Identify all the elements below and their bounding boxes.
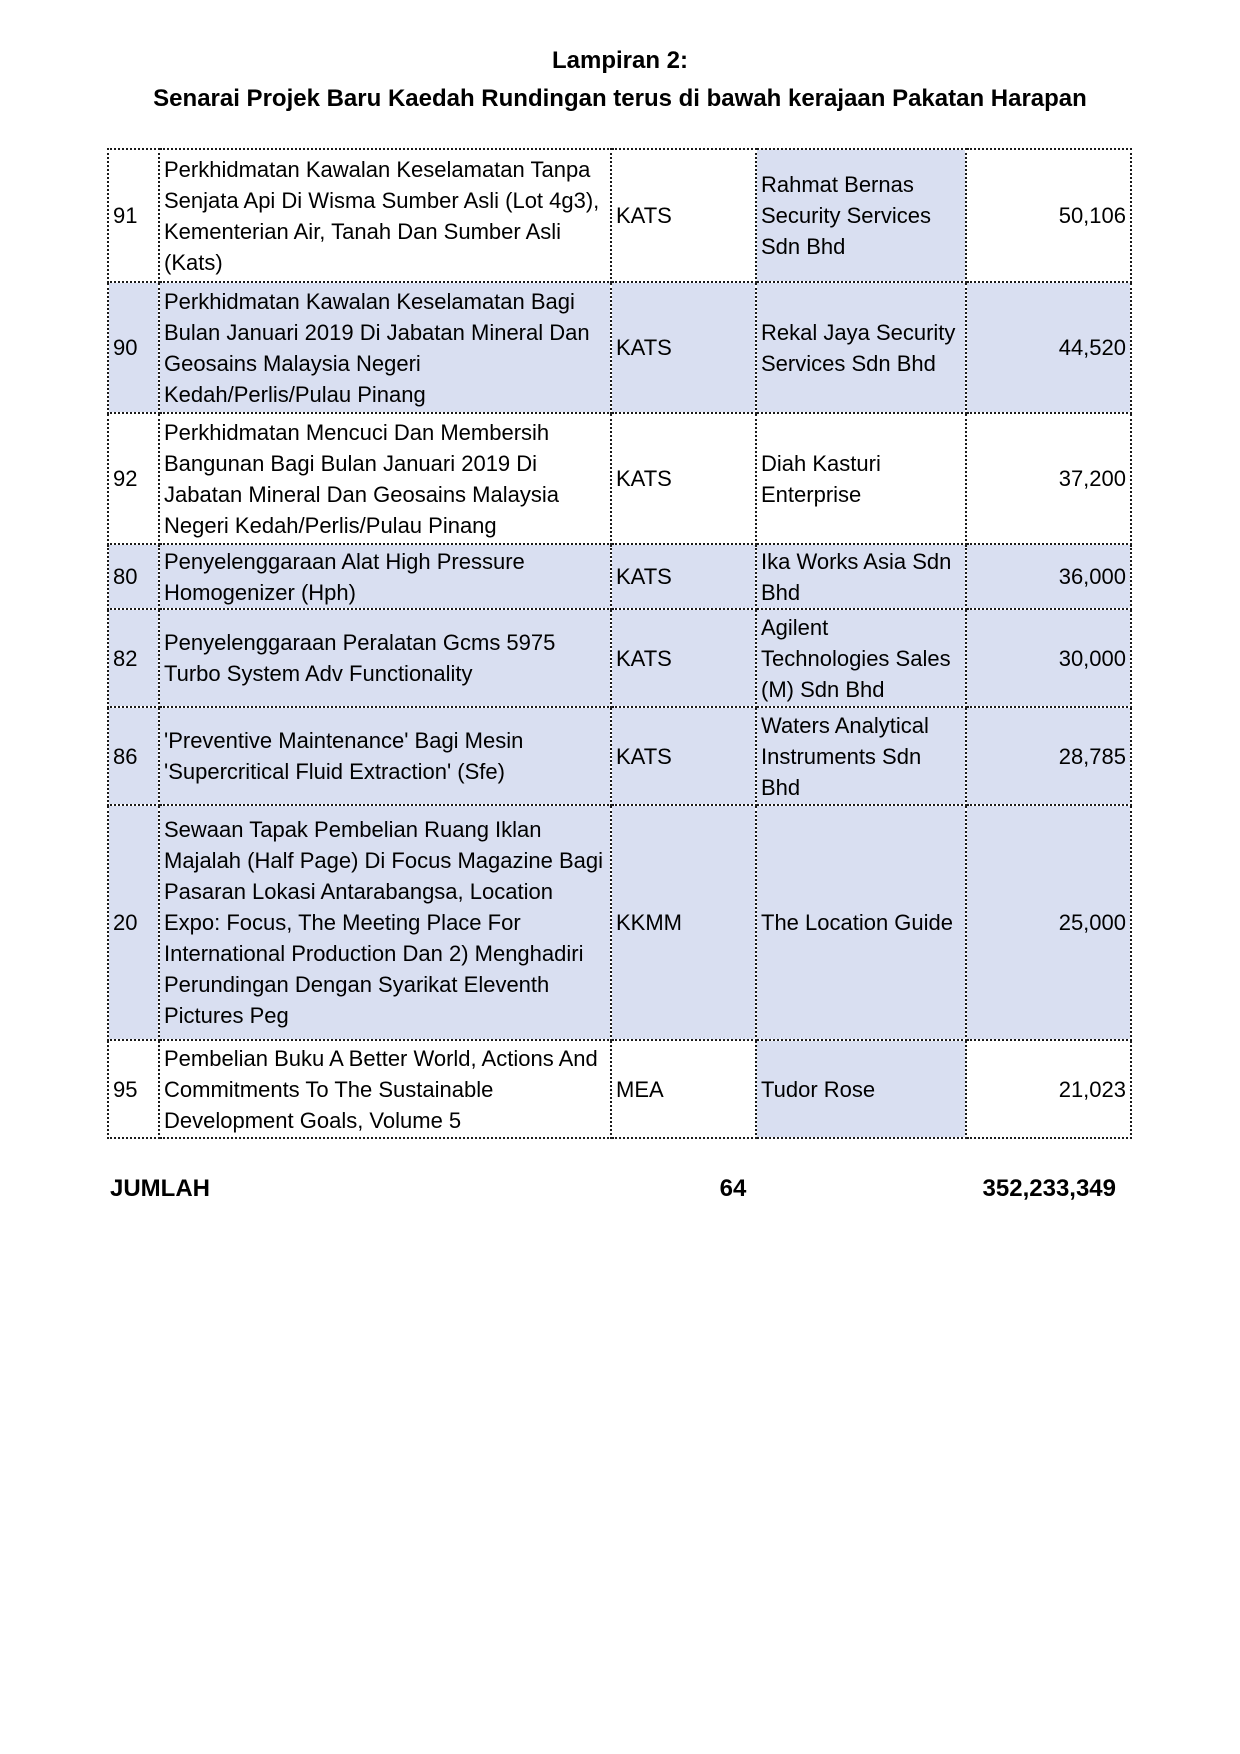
project-description: Sewaan Tapak Pembelian Ruang Iklan Majalah (Half Page) Di Focus Magazine Bagi Pasaran Lokasi Antarabangsa, Location Expo: Focus, The Meeting Place For International Production Dan 2) Menghadiri Perundingan Dengan Syarikat Eleventh Pictures Peg (159, 805, 611, 1040)
project-description: Perkhidmatan Mencuci Dan Membersih Bangunan Bagi Bulan Januari 2019 Di Jabatan Mineral Dan Geosains Malaysia Negeri Kedah/Perlis/Pulau Pinang (159, 413, 611, 544)
project-description: Pembelian Buku A Better World, Actions And Commitments To The Sustainable Development Goals, Volume 5 (159, 1040, 611, 1138)
company-name: Diah Kasturi Enterprise (756, 413, 966, 544)
agency-code: KATS (611, 282, 756, 413)
agency-code: KATS (611, 609, 756, 707)
document-subtitle: Senarai Projek Baru Kaedah Rundingan terus di bawah kerajaan Pakatan Harapan (153, 85, 1087, 112)
total-count: 64 (719, 1175, 747, 1202)
project-description: 'Preventive Maintenance' Bagi Mesin 'Supercritical Fluid Extraction' (Sfe) (159, 707, 611, 805)
total-amount: 352,233,349 (982, 1175, 1116, 1202)
contract-amount: 25,000 (966, 805, 1131, 1040)
table-row (108, 707, 1131, 805)
agency-code: KATS (611, 149, 756, 282)
project-description: Penyelenggaraan Peralatan Gcms 5975 Turbo System Adv Functionality (159, 609, 611, 707)
row-number: 90 (108, 282, 159, 413)
row-number: 91 (108, 149, 159, 282)
project-description: Penyelenggaraan Alat High Pressure Homogenizer (Hph) (159, 544, 611, 609)
company-name: Tudor Rose (756, 1040, 966, 1138)
row-number: 86 (108, 707, 159, 805)
company-name: Rahmat Bernas Security Services Sdn Bhd (756, 149, 966, 282)
row-number: 95 (108, 1040, 159, 1138)
project-description: Perkhidmatan Kawalan Keselamatan Bagi Bulan Januari 2019 Di Jabatan Mineral Dan Geosains Malaysia Negeri Kedah/Perlis/Pulau Pinang (159, 282, 611, 413)
contract-amount: 36,000 (966, 544, 1131, 609)
table-row (108, 282, 1131, 413)
agency-code: MEA (611, 1040, 756, 1138)
row-number: 82 (108, 609, 159, 707)
agency-code: KKMM (611, 805, 756, 1040)
contract-amount: 28,785 (966, 707, 1131, 805)
company-name: The Location Guide (756, 805, 966, 1040)
row-number: 92 (108, 413, 159, 544)
contract-amount: 50,106 (966, 149, 1131, 282)
table-row (108, 1040, 1131, 1138)
contract-amount: 37,200 (966, 413, 1131, 544)
contract-amount: 44,520 (966, 282, 1131, 413)
project-table (107, 148, 1132, 1139)
company-name: Waters Analytical Instruments Sdn Bhd (756, 707, 966, 805)
company-name: Agilent Technologies Sales (M) Sdn Bhd (756, 609, 966, 707)
total-label: JUMLAH (110, 1175, 210, 1202)
agency-code: KATS (611, 707, 756, 805)
company-name: Rekal Jaya Security Services Sdn Bhd (756, 282, 966, 413)
document-title: Lampiran 2: (551, 47, 689, 74)
project-description: Perkhidmatan Kawalan Keselamatan Tanpa Senjata Api Di Wisma Sumber Asli (Lot 4g3), Kementerian Air, Tanah Dan Sumber Asli (Kats) (159, 149, 611, 282)
table-row (108, 609, 1131, 707)
row-number: 20 (108, 805, 159, 1040)
contract-amount: 30,000 (966, 609, 1131, 707)
table-row (108, 413, 1131, 544)
contract-amount: 21,023 (966, 1040, 1131, 1138)
table-row (108, 149, 1131, 282)
row-number: 80 (108, 544, 159, 609)
table-row (108, 805, 1131, 1040)
table-row (108, 544, 1131, 609)
agency-code: KATS (611, 544, 756, 609)
company-name: Ika Works Asia Sdn Bhd (756, 544, 966, 609)
agency-code: KATS (611, 413, 756, 544)
